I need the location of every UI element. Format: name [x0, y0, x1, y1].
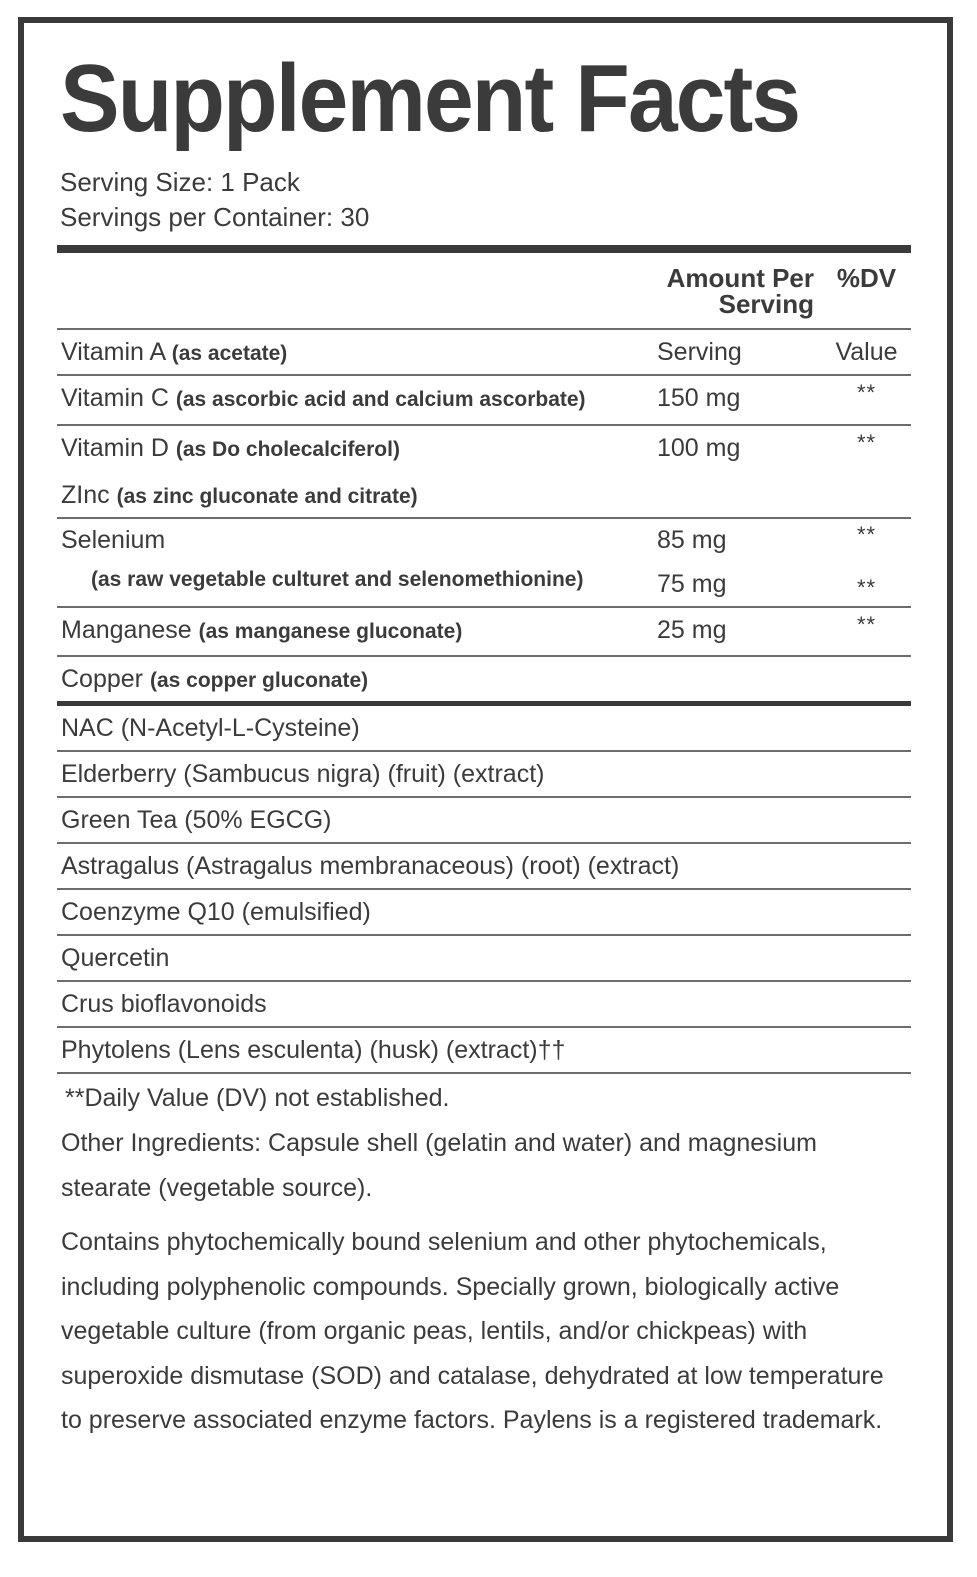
nutrient-name: [57, 426, 657, 470]
ingredient-name: Astragalus (Astragalus membranaceous) (root) (extract): [61, 852, 680, 881]
supplement-facts-panel: [18, 17, 953, 1542]
servings-per-container: Servings per Container: 30: [60, 202, 370, 233]
table-row: [50, 473, 921, 517]
nutrient-dv: [822, 426, 911, 473]
table-row: [50, 798, 921, 842]
serving-info: [60, 165, 921, 235]
nutrient-label: Copper: [61, 665, 143, 694]
ingredient-name: Crus bioflavonoids: [61, 990, 267, 1019]
nutrient-amount-secondary: 75 mg: [657, 569, 727, 598]
page-title: Supplement Facts: [60, 45, 800, 152]
nutrient-dv: [822, 519, 911, 604]
footnotes-section: [50, 1074, 921, 1443]
dv-not-established-mark-secondary: **: [856, 575, 877, 601]
table-row: [50, 936, 921, 980]
nutrient-label: ZInc: [61, 480, 110, 509]
nutrient-qualifier: (as Do cholecalciferol): [175, 437, 400, 461]
nutrient-name: [57, 330, 657, 374]
dv-not-established-mark: **: [856, 429, 877, 455]
table-row: [50, 519, 921, 606]
nutrient-dv: [822, 473, 911, 492]
ingredient-name: Phytolens (Lens esculenta) (husk) (extract)††: [61, 1036, 566, 1065]
nutrient-amount: [657, 473, 822, 492]
nutrient-amount-primary: 85 mg: [657, 525, 727, 554]
dv-not-established-mark: **: [856, 611, 877, 637]
description-text: Contains phytochemically bound selenium and other phytochemicals, including polyphenolic compounds. Specially grown, biologically active vegetable culture (from organic peas, lentils, and/or chickpeas) with superoxide dismutase (SOD) and catalase, dehydrated at low temperature to preserve associated enzyme factors. Paylens is a registered trademark.: [61, 1228, 884, 1435]
nutrient-name: [57, 657, 657, 701]
ingredient-name: Quercetin: [61, 944, 170, 973]
nutrition-table: [50, 253, 921, 1074]
table-row: [50, 890, 921, 934]
table-row: [50, 376, 921, 423]
nutrient-label: Selenium: [61, 525, 166, 554]
table-row: [50, 426, 921, 473]
nutrient-dv: [822, 376, 911, 423]
table-row: [50, 706, 921, 750]
label-content: [24, 45, 947, 1443]
nutrient-amount: [657, 519, 822, 606]
nutrient-amount: [657, 657, 822, 676]
dv-not-established-mark: **: [856, 521, 877, 547]
table-row: [50, 608, 921, 655]
nutrient-dv: [822, 657, 911, 676]
header-amount-cell: Amount Per Serving: [666, 263, 814, 320]
nutrient-qualifier: (as copper gluconate): [149, 669, 369, 693]
table-header-row: [50, 253, 921, 328]
table-row: [50, 752, 921, 796]
table-row: [50, 1028, 921, 1072]
nutrient-dv: Value: [835, 338, 898, 367]
nutrient-qualifier: (as raw vegetable culturet and selenomethionine): [91, 567, 584, 591]
nutrient-qualifier: (as ascorbic acid and calcium ascorbate): [175, 388, 586, 412]
dv-not-established-mark: **: [856, 380, 877, 406]
nutrient-name: [57, 376, 657, 420]
table-row: [50, 982, 921, 1026]
table-row: [50, 330, 921, 374]
nutrient-name: [57, 608, 657, 652]
ingredient-name: Green Tea (50% EGCG): [61, 806, 332, 835]
nutrient-label: Vitamin C: [61, 384, 169, 413]
nutrient-qualifier: (as acetate): [171, 342, 288, 366]
nutrient-name: [57, 473, 657, 517]
nutrient-label: Vitamin A: [61, 338, 165, 367]
nutrient-amount: 100 mg: [657, 433, 741, 462]
ingredient-name: Coenzyme Q10 (emulsified): [61, 898, 371, 927]
table-row: [50, 844, 921, 888]
nutrient-label: Vitamin D: [61, 433, 169, 462]
daily-value-footnote: **Daily Value (DV) not established.: [65, 1084, 450, 1113]
nutrient-amount: 150 mg: [657, 384, 741, 413]
nutrient-amount: 25 mg: [657, 615, 727, 644]
nutrient-dv: [822, 608, 911, 655]
ingredient-name: Elderberry (Sambucus nigra) (fruit) (extract): [61, 760, 545, 789]
table-row: [50, 657, 921, 701]
serving-size: Serving Size: 1 Pack: [60, 167, 300, 197]
nutrient-qualifier: (as manganese gluconate): [198, 619, 463, 643]
nutrient-label: Manganese: [61, 615, 192, 644]
nutrient-amount: Serving: [657, 338, 742, 367]
other-ingredients-text: Other Ingredients: Capsule shell (gelatin and water) and magnesium stearate (vegetable source).: [61, 1129, 817, 1202]
header-top-rule: [57, 245, 911, 253]
nutrient-qualifier: (as zinc gluconate and citrate): [116, 484, 418, 508]
ingredient-name: NAC (N-Acetyl-L-Cysteine): [61, 714, 360, 743]
nutrient-name: [57, 519, 657, 598]
header-dv-cell: %DV: [836, 263, 897, 294]
header-name-cell: [57, 253, 657, 276]
